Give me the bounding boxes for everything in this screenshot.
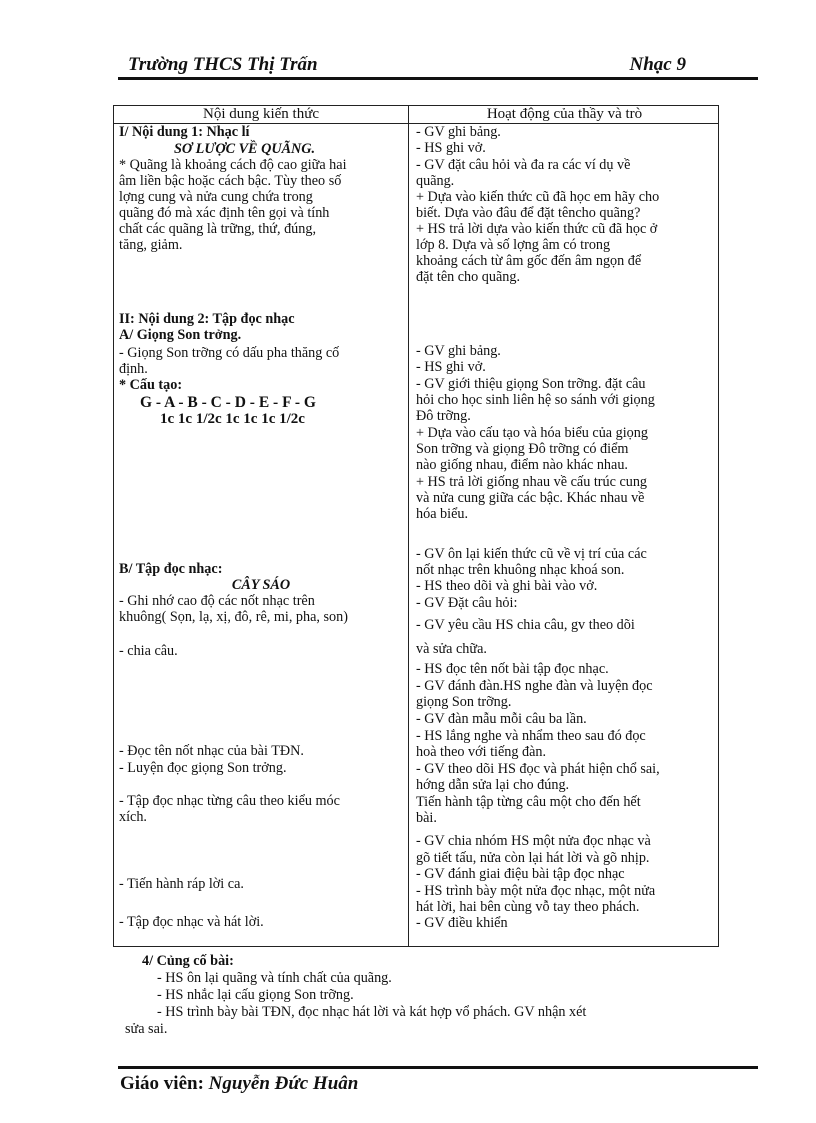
teacher-name: Nguyễn Đức Huân [208,1073,359,1094]
header-rule [118,77,758,80]
section3-activity-12: - GV theo dõi HS đọc và phát hiện chổ sai, [416,761,660,777]
section3-activity-10: - HS lắng nghe và nhẩm theo sau đó đọc [416,728,646,744]
section3-line-1: khuông( Sọn, lạ, xị, đô, rê, mi, pha, son) [119,609,348,625]
section2-activity-5: + Dựa vào cấu tạo và hóa biểu của giọng [416,425,648,441]
section3-activity-17: gõ tiết tấu, nửa còn lại hát lời và gõ nhịp. [416,850,650,866]
section3-activity-4: - GV yêu cầu HS chia câu, gv theo dõi [416,617,635,633]
step-tap-doc-1: xích. [119,809,147,825]
section3-activity-21: - GV điều khiển [416,915,508,931]
section2-activity-7: nào giống nhau, điểm nào khác nhau. [416,457,628,473]
section2-activity-6: Son trỡng và giọng Đô trỡng có điểm [416,441,629,457]
section3-activity-13: hớng dẫn sửa lại cho đúng. [416,777,570,793]
scale-notes: G - A - B - C - D - E - F - G [140,394,316,411]
section1-line-5: tăng, giảm. [119,237,183,253]
section2-activity-1: - HS ghi vở. [416,359,486,375]
column-divider [408,106,409,946]
section3-line-0: - Ghi nhớ cao độ các nốt nhạc trên [119,593,315,609]
section2-activity-8: + HS trả lời giống nhau về cấu trúc cung [416,474,648,490]
section1-activity-6: + HS trả lời dựa vào kiến thức cũ đã học ở [416,221,658,237]
section1-activity-8: khoảng cách từ âm gốc đến âm ngọn để [416,253,642,269]
section2-activity-10: hóa biểu. [416,506,469,522]
page-footer [120,1073,358,1095]
section1-activity-1: - HS ghi vở. [416,140,486,156]
section3-activity-0: - GV ôn lại kiến thức cũ về vị trí của các [416,546,647,562]
section1-activity-4: + Dựa vào kiến thức cũ đã học em hãy cho [416,189,660,205]
section1-line-1: âm liền bậc hoặc cách bậc. Tùy theo số [119,173,342,189]
section3-activity-11: hoà theo với tiếng đàn. [416,744,547,760]
step-tap-doc-0: - Tập đọc nhạc từng câu theo kiểu móc [119,793,340,809]
scale-steps: 1c 1c 1/2c 1c 1c 1c 1/2c [160,411,305,427]
section3-activity-20: hát lời, hai bên cùng vỗ tay theo phách. [416,899,640,915]
section1-activity-0: - GV ghi bảng. [416,124,501,140]
summary-item-0: - HS ôn lại quãng và tính chất của quãng. [157,970,392,986]
section1-subtitle: SƠ LƯỢC VỀ QUÃNG. [174,141,316,157]
lesson-summary [125,953,725,1038]
section1-line-4: chất các quãng là trững, thứ, đúng, [119,221,316,237]
song-title: CÂY SÁO [231,577,291,593]
subject-name: Nhạc 9 [629,54,686,75]
section1-activity-5: biết. Dựa vào đâu để đặt têncho quãng? [416,205,641,221]
column-header-activity: Hoạt động của thầy và trò [486,106,643,122]
section2-activity-0: - GV ghi bảng. [416,343,501,359]
section2-sub-a: A/ Giọng Son trởng. [119,327,242,343]
summary-title: 4/ Củng cố bài: [142,953,234,969]
section2-desc-0: - Giọng Son trỡng có dấu pha thăng cố [119,345,340,361]
footer-rule [118,1066,758,1069]
column-header-content: Nội dung kiến thức [202,106,320,122]
section3-activity-2: - HS theo dõi và ghi bài vào vở. [416,578,598,594]
section2-activity-9: và nửa cung giữa các bậc. Khác nhau về [416,490,645,506]
section1-activity-7: lớp 8. Dựa và số lợng âm có trong [416,237,611,253]
section1-title: I/ Nội dung 1: Nhạc lí [119,124,250,140]
page-header [122,52,722,80]
step-doc-ten-not: - Đọc tên nốt nhạc của bài TĐN. [119,743,304,759]
section1-activity-9: đặt tên cho quãng. [416,269,521,285]
teacher-label: Giáo viên: [120,1073,204,1094]
section3-activity-16: - GV chia nhóm HS một nửa đọc nhạc và [416,833,651,849]
section2-activity-2: - GV giới thiệu giọng Son trỡng. đặt câu [416,376,646,392]
step-hat-loi: - Tập đọc nhạc và hát lời. [119,914,264,930]
section1-line-3: quãng đó mà xác định tên gọi và tính [119,205,330,221]
section3-activity-3: - GV Đặt câu hỏi: [416,595,518,611]
summary-tail: sửa sai. [125,1021,168,1037]
section3-activity-6: - HS đọc tên nốt bài tập đọc nhạc. [416,661,609,677]
school-name: Trường THCS Thị Trấn [128,54,318,75]
section2-structure: * Cấu tạo: [119,377,183,393]
section2-activity-4: Đô trỡng. [416,408,471,424]
section1-line-0: * Quãng là khoảng cách độ cao giữa hai [119,157,347,173]
step-luyen-doc: - Luyện đọc giọng Son trởng. [119,760,287,776]
section3-activity-14: Tiến hành tập từng câu một cho đến hết [416,794,641,810]
summary-item-2: - HS trình bày bài TĐN, đọc nhạc hát lời và kát hợp vổ phách. GV nhận xét [157,1004,587,1020]
section2-desc-1: định. [119,361,148,377]
section3-activity-5: và sửa chữa. [416,641,487,657]
section3-activity-18: - GV đánh giai điệu bài tập đọc nhạc [416,866,625,882]
section1-line-2: lợng cung và nửa cung chứa trong [119,189,313,205]
section3-activity-8: giọng Son trỡng. [416,694,512,710]
section2-title: II: Nội dung 2: Tập đọc nhạc [119,311,295,327]
section3-activity-9: - GV đàn mẫu mỗi câu ba lần. [416,711,587,727]
section3-title: B/ Tập đọc nhạc: [119,561,223,577]
section3-activity-19: - HS trình bày một nửa đọc nhạc, một nửa [416,883,656,899]
section1-activity-3: quãng. [416,173,455,189]
section3-activity-1: nốt nhạc trên khuông nhạc khoá son. [416,562,625,578]
section1-activity-2: - GV đặt câu hỏi và đa ra các ví dụ về [416,157,631,173]
lesson-table [113,105,719,947]
step-rap-loi: - Tiến hành ráp lời ca. [119,876,244,892]
section3-activity-7: - GV đánh đàn.HS nghe đàn và luyện đọc [416,678,653,694]
section3-activity-15: bài. [416,810,437,826]
section2-activity-3: hỏi cho học sinh liên hệ so sánh với giọng [416,392,655,408]
summary-item-1: - HS nhắc lại cấu giọng Son trỡng. [157,987,354,1003]
step-chia-cau: - chia câu. [119,643,178,659]
